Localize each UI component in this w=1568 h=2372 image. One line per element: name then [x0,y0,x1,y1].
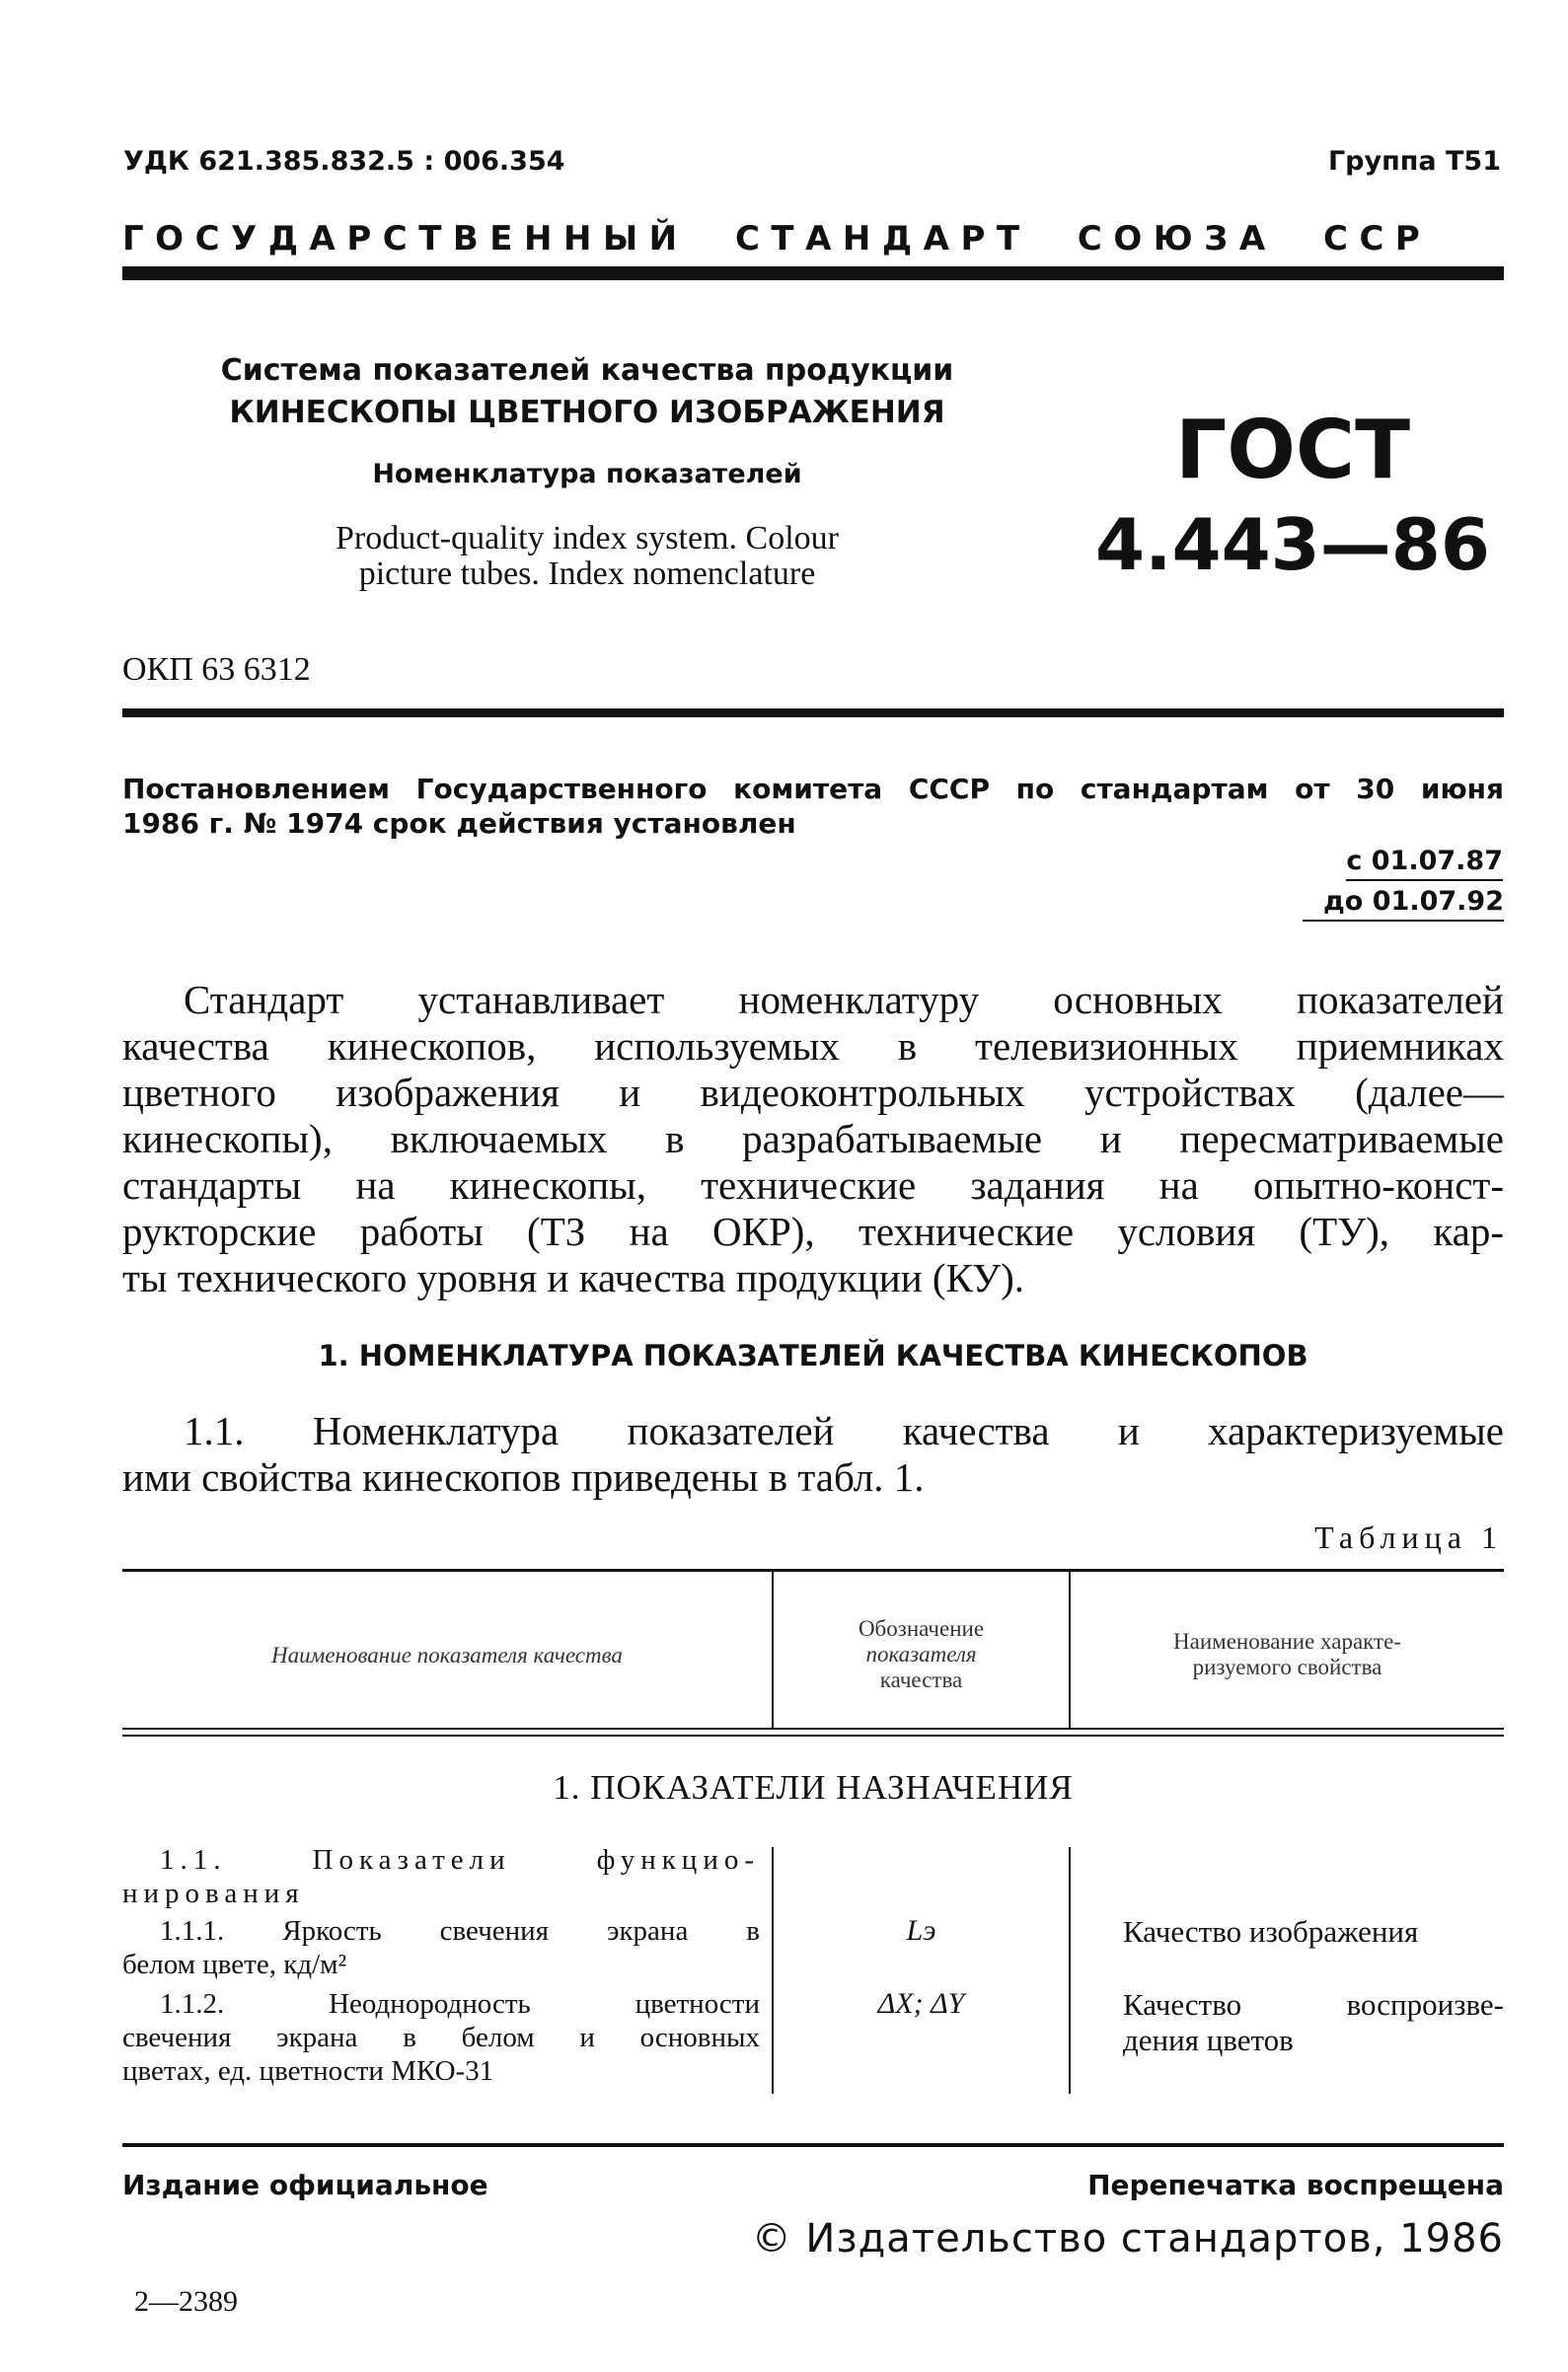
gost-label: ГОСТ [1174,404,1411,497]
col-header-property-line: Наименование характе- [1173,1629,1401,1654]
table-group-item [122,1843,760,1910]
table-group-title: 1. ПОКАЗАТЕЛИ НАЗНАЧЕНИЯ [553,1768,1074,1807]
valid-to: до 01.07.92 [1303,886,1504,922]
row-property-line: Качество изображения [1123,1914,1419,1949]
product-subtitle: Номенклатура показателей [372,459,802,489]
table-row [122,1914,760,1981]
standard-line: ГОСУДАРСТВЕННЫЙ СТАНДАРТ СОЮЗА ССР [122,219,1432,259]
row-symbol: ΔX; ΔY [877,1987,965,2020]
header-rule [122,266,1504,280]
intro-line: цветного изображения и видеоконтрольных устройствах (далее— [122,1070,1504,1115]
table-top-rule [122,1569,1504,1572]
row-symbol: Lэ [906,1914,936,1947]
col-header-symbol-line: Обозначение [858,1616,985,1641]
table-header-rule [122,1728,1504,1730]
intro-line: Стандарт устанавливает номенклатуру основных показателей [184,977,1504,1022]
title-rule [122,708,1504,717]
udk-code: УДК 621.385.832.5 : 006.354 [123,146,565,177]
row-name-line: 1.1.2. Неоднородность цветности [160,1988,760,2020]
group-code: Группа Т51 [1327,146,1501,177]
section-heading: 1. НОМЕНКЛАТУРА ПОКАЗАТЕЛЕЙ КАЧЕСТВА КИНЕСКОПОВ [318,1339,1308,1372]
section-paragraph [122,1408,1504,1501]
row-name-line: свечения экрана в белом и основных [122,2022,760,2053]
gost-number: 4.443—86 [1095,503,1490,586]
product-title: КИНЕСКОПЫ ЦВЕТНОГО ИЗОБРАЖЕНИЯ [229,395,945,430]
english-title-line2: picture tubes. Index nomenclature [358,556,816,592]
intro-paragraph [122,977,1504,1301]
section-paragraph-line: ими свойства кинескопов приведены в табл. 1. [122,1454,925,1500]
table-body-divider [772,1847,774,2094]
row-name-line: 1.1.1. Яркость свечения экрана в [160,1915,760,1947]
table-header-rule [122,1735,1504,1737]
official-edition: Издание официальное [122,2169,488,2201]
decree-line2: 1986 г. № 1974 срок действия установлен [122,807,796,840]
row-property [1123,1987,1504,2058]
table-group-item-line: 1.1. Показатели функцио- [160,1844,760,1876]
col-header-symbol-line: качества [879,1668,963,1692]
footer-rule [122,2143,1504,2147]
row-name-line: белом цвете, кд/м² [122,1949,347,1980]
print-code: 2—2389 [134,2285,238,2318]
row-name-line: цветах, ед. цветности МКО-31 [122,2055,494,2087]
intro-line: стандарты на кинескопы, технические задания на опытно-конст- [122,1162,1504,1208]
table-body-divider [1069,1847,1071,2094]
intro-line: рукторские работы (ТЗ на ОКР), технические условия (ТУ), кар- [122,1209,1504,1254]
section-paragraph-line: 1.1. Номенклатура показателей качества и характеризуемые [184,1408,1504,1453]
copyright-notice: © Издательство стандартов, 1986 [751,2216,1504,2261]
col-header-symbol-line: показателя [865,1642,977,1667]
table-caption: Таблица 1 [1314,1520,1503,1555]
table-row [122,1987,760,2088]
col-header-property [1071,1629,1504,1680]
reprint-notice: Перепечатка воспрещена [1087,2169,1504,2201]
valid-from: с 01.07.87 [1346,846,1503,881]
intro-line: качества кинескопов, используемых в телевизионных приемниках [122,1023,1504,1069]
intro-line: кинескопы), включаемых в разрабатываемые и пересматриваемые [122,1116,1504,1161]
row-property-line: Качество воспроизве- [1123,1987,1504,2022]
col-header-property-line: ризуемого свойства [1192,1655,1382,1679]
row-property-line: дения цветов [1123,2023,1294,2057]
decree-line1: Постановлением Государственного комитета СССР по стандартам от 30 июня [122,773,1504,805]
row-property [1123,1914,1504,1950]
english-title-line1: Product-quality index system. Colour [336,520,839,556]
col-header-name: Наименование показателя качества [271,1643,623,1668]
system-name: Система показателей качества продукции [220,353,954,388]
table-group-item-line: нирования [122,1878,305,1909]
col-header-symbol [774,1616,1069,1693]
okp-code: ОКП 63 6312 [122,651,311,688]
intro-line: ты технического уровня и качества продукции (КУ). [122,1255,1024,1300]
